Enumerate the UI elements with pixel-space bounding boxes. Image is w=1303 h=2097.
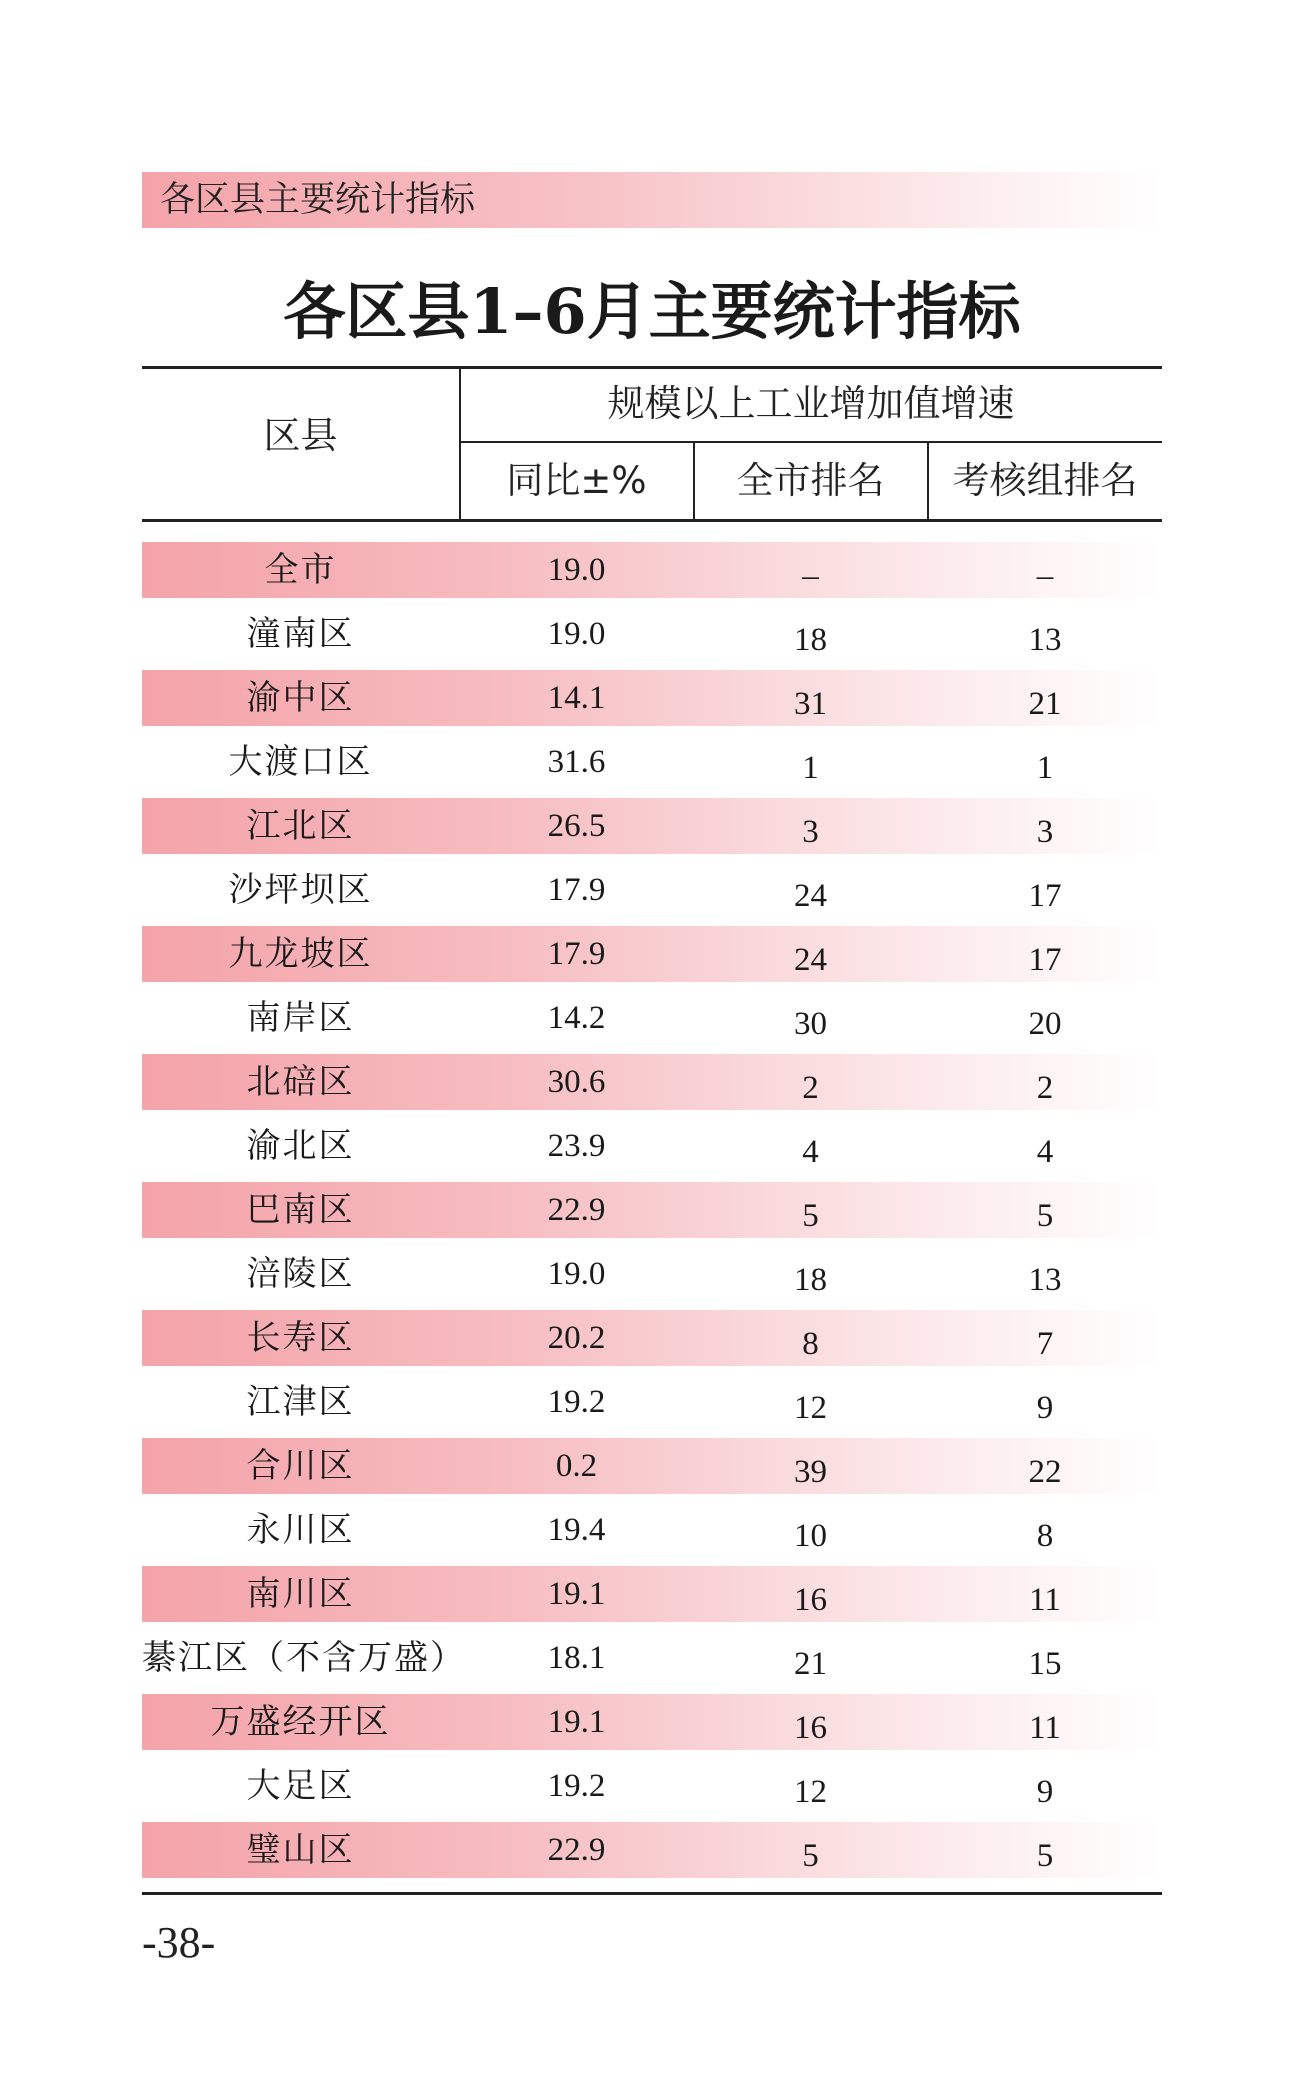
table-row	[142, 1502, 1162, 1566]
cell-yoy: 22.9	[547, 1832, 606, 1868]
cell-rank-city: 10	[794, 1518, 827, 1554]
cell-rank-city: 16	[794, 1582, 827, 1618]
cell-district: 涪陵区	[246, 1254, 355, 1294]
cell-yoy: 14.2	[547, 1000, 606, 1036]
cell-district: 永川区	[246, 1510, 355, 1550]
cell-rank-group: 9	[1036, 1390, 1054, 1426]
header-group: 规模以上工业增加值增速	[607, 382, 1015, 425]
header-district: 区县	[263, 414, 338, 457]
cell-rank-group: 17	[1028, 878, 1062, 914]
cell-rank-group: 7	[1036, 1326, 1054, 1362]
cell-yoy: 17.9	[547, 872, 606, 908]
cell-rank-city: 18	[794, 1262, 827, 1298]
cell-yoy: 14.1	[547, 680, 606, 716]
cell-rank-group: 5	[1036, 1838, 1054, 1874]
cell-rank-city: –	[802, 558, 819, 594]
table-row	[142, 1310, 1162, 1374]
table-row	[142, 1374, 1162, 1438]
cell-district: 大足区	[246, 1766, 355, 1806]
cell-yoy: 20.2	[547, 1320, 606, 1356]
cell-yoy: 19.1	[547, 1704, 606, 1740]
cell-district: 万盛经开区	[210, 1702, 391, 1742]
table-row	[142, 542, 1162, 606]
cell-rank-city: 5	[802, 1198, 819, 1234]
section-banner	[142, 172, 1162, 228]
table-body	[142, 542, 1162, 1886]
cell-district: 九龙坡区	[228, 934, 373, 974]
cell-rank-group: 13	[1028, 1262, 1062, 1298]
cell-rank-city: 2	[802, 1070, 819, 1106]
cell-yoy: 23.9	[547, 1128, 606, 1164]
table-row	[142, 1182, 1162, 1246]
cell-rank-group: 8	[1036, 1518, 1054, 1554]
cell-district: 全市	[264, 550, 337, 590]
cell-rank-group: 21	[1028, 686, 1062, 722]
cell-rank-group: 2	[1036, 1070, 1054, 1106]
table-bottom-rule	[142, 1892, 1162, 1895]
cell-yoy: 26.5	[547, 808, 606, 844]
cell-rank-group: 13	[1028, 622, 1062, 658]
cell-rank-group: 11	[1029, 1710, 1061, 1746]
table-top-rule	[142, 366, 1162, 369]
section-banner-label: 各区县主要统计指标	[160, 180, 476, 220]
cell-rank-city: 24	[794, 878, 827, 914]
cell-district: 大渡口区	[228, 742, 373, 782]
cell-yoy: 17.9	[547, 936, 606, 972]
table-row	[142, 1438, 1162, 1502]
cell-rank-city: 12	[794, 1774, 827, 1810]
cell-district: 潼南区	[246, 614, 355, 654]
cell-rank-city: 21	[794, 1646, 827, 1682]
table-row	[142, 1822, 1162, 1886]
cell-district: 渝北区	[246, 1126, 355, 1166]
table-row	[142, 798, 1162, 862]
table-row	[142, 734, 1162, 798]
table-row	[142, 606, 1162, 670]
cell-yoy: 19.2	[547, 1384, 606, 1420]
table-row	[142, 1694, 1162, 1758]
cell-district: 綦江区（不含万盛）	[142, 1638, 466, 1678]
cell-rank-group: 17	[1028, 942, 1062, 978]
cell-rank-group: 5	[1036, 1198, 1054, 1234]
cell-district: 北碚区	[246, 1062, 355, 1102]
cell-yoy: 19.4	[547, 1512, 606, 1548]
cell-district: 渝中区	[246, 678, 355, 718]
table-row	[142, 862, 1162, 926]
header-rank-group: 考核组排名	[952, 459, 1138, 502]
table-header-divider	[460, 441, 1162, 443]
cell-rank-city: 8	[802, 1326, 819, 1362]
cell-rank-group: 9	[1036, 1774, 1054, 1810]
table-row	[142, 670, 1162, 734]
table-row	[142, 1758, 1162, 1822]
cell-rank-group: 11	[1029, 1582, 1061, 1618]
cell-district: 璧山区	[246, 1830, 355, 1870]
table-row	[142, 1246, 1162, 1310]
cell-yoy: 19.1	[547, 1576, 606, 1612]
cell-rank-group: 4	[1036, 1134, 1054, 1170]
header-yoy: 同比±%	[506, 459, 647, 502]
cell-district: 南川区	[246, 1574, 355, 1614]
cell-rank-city: 1	[802, 750, 819, 786]
table-row	[142, 1566, 1162, 1630]
cell-rank-group: 22	[1028, 1454, 1062, 1490]
table-row	[142, 990, 1162, 1054]
cell-rank-group: –	[1036, 558, 1054, 594]
cell-yoy: 19.2	[547, 1768, 606, 1804]
cell-district: 长寿区	[246, 1318, 355, 1358]
cell-district: 沙坪坝区	[228, 870, 373, 910]
cell-yoy: 22.9	[547, 1192, 606, 1228]
cell-rank-city: 30	[794, 1006, 827, 1042]
cell-district: 江津区	[246, 1382, 355, 1422]
cell-rank-group: 20	[1028, 1006, 1062, 1042]
cell-rank-city: 3	[802, 814, 819, 850]
table-row	[142, 926, 1162, 990]
page-title: 各区县1–6月主要统计指标	[283, 275, 1021, 348]
cell-rank-city: 16	[794, 1710, 827, 1746]
cell-rank-city: 31	[794, 686, 827, 722]
table-row	[142, 1054, 1162, 1118]
page-number: -38-	[142, 1918, 216, 1967]
cell-rank-city: 18	[794, 622, 827, 658]
table-header-bottom-rule	[142, 519, 1162, 522]
cell-rank-city: 12	[794, 1390, 827, 1426]
table-row	[142, 1118, 1162, 1182]
cell-rank-city: 4	[802, 1134, 819, 1170]
cell-yoy: 31.6	[547, 744, 606, 780]
cell-rank-city: 5	[802, 1838, 819, 1874]
cell-rank-city: 24	[794, 942, 827, 978]
cell-district: 巴南区	[246, 1190, 355, 1230]
cell-yoy: 30.6	[547, 1064, 606, 1100]
cell-yoy: 19.0	[547, 616, 606, 652]
header-rank-city: 全市排名	[736, 459, 885, 502]
cell-yoy: 0.2	[555, 1448, 598, 1484]
cell-rank-group: 15	[1028, 1646, 1062, 1682]
cell-yoy: 18.1	[547, 1640, 606, 1676]
cell-district: 合川区	[246, 1446, 355, 1486]
cell-yoy: 19.0	[547, 1256, 606, 1292]
table-row	[142, 1630, 1162, 1694]
cell-rank-city: 39	[794, 1454, 827, 1490]
cell-yoy: 19.0	[547, 552, 606, 588]
cell-district: 南岸区	[246, 998, 355, 1038]
cell-rank-group: 1	[1036, 750, 1054, 786]
cell-district: 江北区	[246, 806, 355, 846]
cell-rank-group: 3	[1036, 814, 1054, 850]
